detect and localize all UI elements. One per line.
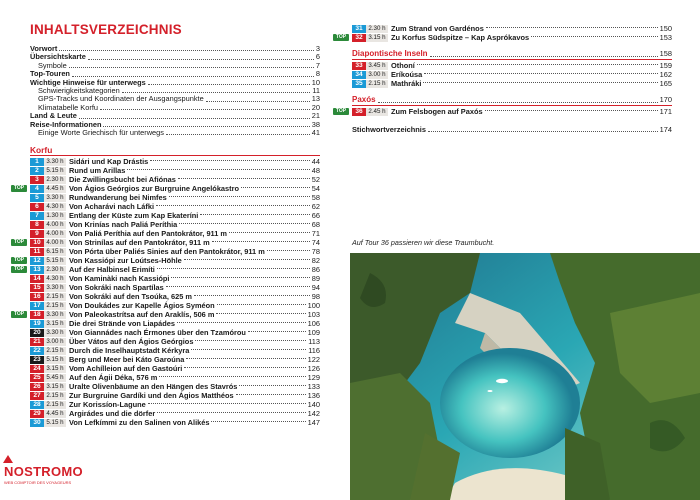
toc-page-number: 66 bbox=[311, 211, 320, 221]
leader-dots bbox=[236, 394, 306, 395]
tour-number-badge: 25 bbox=[30, 374, 44, 382]
toc-page-number: 10 bbox=[311, 77, 320, 87]
toc-page-number: 94 bbox=[311, 283, 320, 293]
page-title: INHALTSVERZEICHNIS bbox=[30, 22, 182, 37]
tour-number-badge: 33 bbox=[352, 62, 366, 70]
tour-number-badge: 30 bbox=[30, 419, 44, 427]
tour-title: Zum Strand von Gardénos bbox=[391, 24, 484, 33]
tour-title: Eríkoúsa bbox=[391, 70, 423, 79]
leader-dots bbox=[150, 160, 310, 161]
tour-duration: 3.15 h bbox=[44, 320, 66, 328]
toc-page-number: 41 bbox=[311, 127, 320, 137]
toc-page-number: 158 bbox=[659, 49, 672, 58]
tour-entry[interactable] bbox=[335, 107, 672, 116]
tour-number-badge: 1 bbox=[30, 158, 44, 166]
tour-entry[interactable] bbox=[30, 166, 320, 175]
leader-dots bbox=[191, 349, 306, 350]
tour-duration: 2.30 h bbox=[366, 25, 388, 33]
tour-duration: 6.15 h bbox=[44, 248, 66, 256]
region-rule bbox=[30, 155, 320, 156]
leader-dots bbox=[417, 64, 658, 65]
tour-title: Die drei Strände von Liapádes bbox=[69, 319, 175, 329]
region-heading-korfu: Korfu bbox=[30, 145, 53, 156]
toc-page-number: 8 bbox=[315, 69, 320, 79]
tour-duration: 4.30 h bbox=[44, 275, 66, 283]
top-badge: TOP bbox=[11, 185, 27, 192]
tour-duration: 2.15 h bbox=[44, 293, 66, 301]
tour-duration: 2.15 h bbox=[366, 80, 388, 88]
toc-page-number: 6 bbox=[315, 52, 320, 62]
toc-entry-label: Top-Touren bbox=[30, 69, 70, 79]
leader-dots bbox=[486, 27, 658, 28]
tour-duration: 3.00 h bbox=[366, 71, 388, 79]
tour-title: Entlang der Küste zum Kap Ekateríni bbox=[69, 211, 199, 221]
tour-title: Rund um Arillas bbox=[69, 166, 126, 176]
left-column bbox=[13, 22, 320, 428]
tour-number-badge: 31 bbox=[352, 25, 366, 33]
leader-dots bbox=[229, 232, 310, 233]
leader-dots bbox=[127, 169, 309, 170]
logo-icon bbox=[2, 454, 14, 464]
tour-entry[interactable] bbox=[30, 157, 320, 166]
tour-number-badge: 2 bbox=[30, 167, 44, 175]
tour-number-badge: 28 bbox=[30, 401, 44, 409]
leader-dots bbox=[171, 277, 309, 278]
tour-title: Von Ágios Geórgios zur Burgruine Angelókastro bbox=[69, 184, 239, 194]
tour-entry[interactable] bbox=[30, 283, 320, 292]
tour-entry[interactable] bbox=[30, 328, 320, 337]
toc-page-number: 68 bbox=[311, 220, 320, 230]
leader-dots bbox=[88, 59, 314, 60]
leader-dots bbox=[267, 250, 310, 251]
tour-duration: 5.15 h bbox=[44, 167, 66, 175]
tour-entry[interactable] bbox=[13, 265, 320, 275]
tour-duration: 5.45 h bbox=[44, 374, 66, 382]
tour-duration: 2.30 h bbox=[44, 176, 66, 184]
leader-dots bbox=[69, 67, 314, 68]
tour-number-badge: 20 bbox=[30, 329, 44, 337]
tour-entry[interactable] bbox=[30, 274, 320, 283]
tour-entry[interactable] bbox=[335, 33, 672, 42]
tour-title: Von Kassiópi zur Loútses-Höhle bbox=[69, 256, 182, 266]
logo-wordmark: NOSTROMO bbox=[4, 464, 83, 479]
tour-title: Othoní bbox=[391, 61, 415, 70]
toc-entry-label: GPS-Tracks und Koordinaten der Ausgangspunkte bbox=[38, 94, 204, 104]
tour-number-badge: 34 bbox=[352, 71, 366, 79]
tour-title: Uralte Olivenbäume an den Hängen des Stavrós bbox=[69, 382, 238, 392]
tour-title: Zur Korissíon-Lagune bbox=[69, 400, 146, 410]
tour-entry[interactable] bbox=[352, 79, 672, 88]
tour-duration: 4.45 h bbox=[44, 410, 66, 418]
tour-title: Berg und Meer bei Káto Garoúna bbox=[69, 355, 185, 365]
top-badge: TOP bbox=[11, 239, 27, 246]
tour-entry[interactable] bbox=[30, 337, 320, 346]
tour-duration: 2.15 h bbox=[44, 302, 66, 310]
tour-duration: 5.15 h bbox=[44, 356, 66, 364]
tour-entry[interactable] bbox=[30, 364, 320, 373]
toc-page-number: 165 bbox=[659, 79, 672, 88]
tour-number-badge: 19 bbox=[30, 320, 44, 328]
toc-entry-label: Einige Worte Griechisch für unterwegs bbox=[38, 127, 164, 137]
tour-number-badge: 36 bbox=[352, 108, 366, 116]
tour-number-badge: 23 bbox=[30, 356, 44, 364]
leader-dots bbox=[200, 214, 309, 215]
leader-dots bbox=[217, 304, 306, 305]
leader-dots bbox=[212, 241, 310, 242]
tour-number-badge: 21 bbox=[30, 338, 44, 346]
toc-entry-label: Land & Leute bbox=[30, 111, 77, 121]
toc-page-number: 71 bbox=[311, 229, 320, 239]
toc-page-number: 136 bbox=[307, 391, 320, 401]
tour-number-badge: 3 bbox=[30, 176, 44, 184]
leader-dots bbox=[424, 73, 657, 74]
toc-entry-label: Klimatabelle Korfu bbox=[38, 102, 98, 112]
tour-list-korfu-continued bbox=[335, 24, 672, 42]
tour-entry[interactable] bbox=[30, 391, 320, 400]
toc-page-number: 147 bbox=[307, 418, 320, 428]
region-heading-diapontische: Diapontische Inseln bbox=[352, 49, 428, 58]
toc-entry-label: Vorwort bbox=[30, 43, 58, 53]
tour-number-badge: 12 bbox=[30, 257, 44, 265]
tour-entry[interactable] bbox=[352, 61, 672, 70]
toc-page-number: 38 bbox=[311, 119, 320, 129]
tour-entry[interactable] bbox=[13, 238, 320, 248]
tour-entry[interactable] bbox=[30, 202, 320, 211]
leader-dots bbox=[184, 259, 310, 260]
tour-entry[interactable] bbox=[30, 346, 320, 355]
tour-number-badge: 6 bbox=[30, 203, 44, 211]
toc-page-number: 170 bbox=[659, 95, 672, 104]
toc-page-number: 150 bbox=[659, 24, 672, 33]
toc-entry-stichwort[interactable]: Stichwortverzeichnis 174 bbox=[352, 124, 672, 134]
toc-page-number: 58 bbox=[311, 193, 320, 203]
toc-page-number: 11 bbox=[312, 85, 320, 95]
tour-duration: 3.15 h bbox=[44, 365, 66, 373]
tour-entry[interactable] bbox=[30, 193, 320, 202]
leader-dots bbox=[178, 178, 310, 179]
tour-number-badge: 10 bbox=[30, 239, 44, 247]
toc-entry[interactable] bbox=[30, 53, 320, 61]
tour-duration: 5.15 h bbox=[44, 419, 66, 427]
tour-title: Sidári und Kap Drástis bbox=[69, 157, 149, 167]
tour-title: Zur Burgruine Gardíki und den Ágios Matthéos bbox=[69, 391, 234, 401]
toc-page-number: 21 bbox=[311, 111, 320, 121]
tour-number-badge: 24 bbox=[30, 365, 44, 373]
tour-entry[interactable] bbox=[30, 418, 320, 427]
toc-entry-label: Reise-Informationen bbox=[30, 119, 102, 129]
leader-dots bbox=[166, 134, 310, 135]
leader-dots bbox=[179, 223, 309, 224]
leader-dots bbox=[59, 50, 314, 51]
toc-entry-diapontische[interactable] bbox=[352, 49, 672, 59]
photo-caption: Auf Tour 36 passieren wir diese Traumbucht. bbox=[352, 238, 495, 247]
leader-dots bbox=[211, 421, 305, 422]
tour-number-badge: 26 bbox=[30, 383, 44, 391]
tour-title: Argirádes und die dörfer bbox=[69, 409, 156, 419]
tour-title: Rundwanderung bei Nimfes bbox=[69, 193, 167, 203]
tour-title: Von Giannádes nach Érmones über den Tzamórou bbox=[69, 328, 246, 338]
leader-dots bbox=[72, 76, 314, 77]
tour-title: Die Zwillingsbucht bei Afiónas bbox=[69, 175, 176, 185]
toc-entry[interactable] bbox=[30, 129, 320, 137]
tour-entry[interactable] bbox=[30, 355, 320, 364]
tour-number-badge: 13 bbox=[30, 266, 44, 274]
leader-dots bbox=[157, 412, 305, 413]
toc-page-number: 98 bbox=[311, 292, 320, 302]
tour-title: Mathráki bbox=[391, 79, 422, 88]
toc-page-number: 162 bbox=[659, 70, 672, 79]
tour-entry[interactable] bbox=[30, 211, 320, 220]
tour-number-badge: 18 bbox=[30, 311, 44, 319]
top-badge: TOP bbox=[11, 257, 27, 264]
tour-title: Von Lefkímmi zu den Salinen von Alikés bbox=[69, 418, 210, 428]
tour-number-badge: 4 bbox=[30, 185, 44, 193]
toc-page-number: 129 bbox=[307, 373, 320, 383]
tour-number-badge: 8 bbox=[30, 221, 44, 229]
toc-page-number: 100 bbox=[307, 301, 320, 311]
toc-page-number: 113 bbox=[308, 337, 320, 347]
leader-dots bbox=[194, 295, 310, 296]
toc-entry[interactable] bbox=[30, 62, 320, 70]
toc-page-number: 13 bbox=[311, 94, 320, 104]
toc-page-number: 20 bbox=[311, 102, 320, 112]
tour-title: Auf der Halbinsel Erimíti bbox=[69, 265, 155, 275]
tour-duration: 4.00 h bbox=[44, 230, 66, 238]
tour-entry[interactable] bbox=[30, 319, 320, 328]
tour-duration: 1.30 h bbox=[44, 212, 66, 220]
tour-number-badge: 15 bbox=[30, 284, 44, 292]
tour-number-badge: 32 bbox=[352, 34, 366, 42]
leader-dots bbox=[156, 205, 310, 206]
toc-page-number: 54 bbox=[311, 184, 320, 194]
leader-dots bbox=[531, 36, 658, 37]
region-heading-paxos: Paxós bbox=[352, 95, 376, 104]
leader-dots bbox=[122, 92, 311, 93]
tour-duration: 2.30 h bbox=[44, 266, 66, 274]
tour-duration: 4.30 h bbox=[44, 203, 66, 211]
tour-title: Von Krinías nach Paliá Períthia bbox=[69, 220, 178, 230]
tour-number-badge: 22 bbox=[30, 347, 44, 355]
toc-page-number: 3 bbox=[315, 43, 320, 53]
tour-list-korfu bbox=[13, 157, 320, 428]
tour-duration: 2.15 h bbox=[44, 401, 66, 409]
toc-page-number: 44 bbox=[311, 157, 320, 167]
leader-dots bbox=[206, 101, 310, 102]
top-badge: TOP bbox=[11, 266, 27, 273]
toc-entry-label: Wichtige Hinweise für unterwegs bbox=[30, 77, 146, 87]
tour-duration: 5.15 h bbox=[44, 257, 66, 265]
leader-dots bbox=[159, 376, 305, 377]
top-badge: TOP bbox=[333, 108, 349, 115]
tour-list-paxos bbox=[335, 107, 672, 116]
tour-number-badge: 35 bbox=[352, 80, 366, 88]
toc-entry-label: Schwierigkeitskategorien bbox=[38, 85, 120, 95]
toc-page-number: 171 bbox=[659, 107, 672, 116]
leader-dots bbox=[157, 268, 310, 269]
right-column bbox=[335, 24, 672, 134]
tour-title: Von Strinílas auf den Pantokrátor, 911 m bbox=[69, 238, 210, 248]
tour-title: Zum Felsbogen auf Paxós bbox=[391, 107, 483, 116]
toc-page-number: 78 bbox=[311, 247, 320, 257]
tour-entry[interactable] bbox=[13, 310, 320, 320]
leader-dots bbox=[148, 403, 306, 404]
toc-entry-label: Symbole bbox=[38, 60, 67, 70]
tour-title: Von Sokráki nach Spartílas bbox=[69, 283, 164, 293]
front-matter-list bbox=[30, 45, 320, 137]
tour-duration: 3.30 h bbox=[44, 311, 66, 319]
toc-page-number: 122 bbox=[307, 355, 320, 365]
tour-duration: 2.45 h bbox=[366, 108, 388, 116]
tour-title: Auf den Ágii Déka, 576 m bbox=[69, 373, 158, 383]
toc-page-number: 109 bbox=[307, 328, 320, 338]
tour-duration: 2.15 h bbox=[44, 347, 66, 355]
tour-title: Über Vátos auf den Ágios Geórgios bbox=[69, 337, 194, 347]
tour-number-badge: 11 bbox=[30, 248, 44, 256]
toc-page-number: 140 bbox=[307, 400, 320, 410]
tour-duration: 4.00 h bbox=[44, 221, 66, 229]
leader-dots bbox=[79, 118, 310, 119]
toc-page-number: 142 bbox=[307, 409, 320, 419]
tour-title: Von Paleokastrítsa auf den Araklís, 506 m bbox=[69, 310, 215, 320]
toc-page-number: 82 bbox=[311, 256, 320, 266]
leader-dots bbox=[169, 196, 310, 197]
toc-page-number: 159 bbox=[659, 61, 672, 70]
tour-duration: 3.00 h bbox=[44, 338, 66, 346]
tour-title: Zu Korfus Südspitze – Kap Asprókavos bbox=[391, 33, 530, 42]
leader-dots bbox=[166, 286, 310, 287]
tour-entry[interactable] bbox=[30, 373, 320, 382]
leader-dots bbox=[195, 340, 306, 341]
tour-duration: 3.45 h bbox=[366, 62, 388, 70]
leader-dots bbox=[186, 358, 305, 359]
tour-title: Durch die Inselhauptstadt Kérkyra bbox=[69, 346, 190, 356]
leader-dots bbox=[248, 331, 306, 332]
toc-page-number: 52 bbox=[311, 175, 320, 185]
tour-entry[interactable] bbox=[30, 400, 320, 409]
tour-title: Von Kaminàki nach Kassiópi bbox=[69, 274, 170, 284]
toc-page-number: 133 bbox=[307, 382, 320, 392]
publisher-logo bbox=[0, 452, 83, 496]
tour-entry[interactable] bbox=[30, 301, 320, 310]
tour-title: Von Pórta über Paliés Sinies auf den Pantokrátor, 911 m bbox=[69, 247, 265, 257]
tour-title: Von Doukádes zur Kapelle Ágios Syméon bbox=[69, 301, 215, 311]
tour-entry[interactable] bbox=[30, 409, 320, 418]
tour-number-badge: 16 bbox=[30, 293, 44, 301]
toc-page-number: 62 bbox=[311, 202, 320, 212]
toc-page-number: 153 bbox=[659, 33, 672, 42]
leader-dots bbox=[103, 126, 309, 127]
tour-number-badge: 17 bbox=[30, 302, 44, 310]
tour-duration: 3.30 h bbox=[44, 329, 66, 337]
tour-number-badge: 14 bbox=[30, 275, 44, 283]
tour-number-badge: 27 bbox=[30, 392, 44, 400]
tour-entry[interactable] bbox=[352, 24, 672, 33]
leader-dots bbox=[177, 322, 306, 323]
tour-entry[interactable] bbox=[30, 229, 320, 238]
tour-entry[interactable] bbox=[30, 220, 320, 229]
leader-dots bbox=[216, 313, 305, 314]
toc-page-number: 126 bbox=[307, 364, 320, 374]
tour-title: Von Acharávi nach Láfki bbox=[69, 202, 155, 212]
toc-page-number: 48 bbox=[311, 166, 320, 176]
tour-entry[interactable] bbox=[30, 382, 320, 391]
logo-tagline: WEB COMPTOIR DES VOYAGEURS bbox=[4, 480, 72, 485]
tour-title: Von Sokráki auf den Tsoúka, 625 m bbox=[69, 292, 192, 302]
toc-entry-label: Übersichtskarte bbox=[30, 52, 86, 62]
tour-number-badge: 29 bbox=[30, 410, 44, 418]
tour-number-badge: 9 bbox=[30, 230, 44, 238]
toc-entry-paxos[interactable] bbox=[352, 95, 672, 105]
tour-duration: 3.30 h bbox=[44, 194, 66, 202]
tour-duration: 3.15 h bbox=[366, 34, 388, 42]
top-badge: TOP bbox=[11, 311, 27, 318]
tour-number-badge: 5 bbox=[30, 194, 44, 202]
top-badge: TOP bbox=[333, 34, 349, 41]
tour-duration: 4.45 h bbox=[44, 185, 66, 193]
tour-duration: 3.30 h bbox=[44, 284, 66, 292]
tour-duration: 3.30 h bbox=[44, 158, 66, 166]
leader-dots bbox=[184, 367, 305, 368]
toc-page-number: 86 bbox=[311, 265, 320, 275]
toc-page-number: 74 bbox=[311, 238, 320, 248]
tour-entry[interactable] bbox=[352, 70, 672, 79]
tour-duration: 2.15 h bbox=[44, 392, 66, 400]
tour-entry[interactable] bbox=[13, 256, 320, 266]
tour-entry[interactable] bbox=[13, 184, 320, 194]
tour-duration: 4.00 h bbox=[44, 239, 66, 247]
tour-number-badge: 7 bbox=[30, 212, 44, 220]
leader-dots bbox=[239, 385, 305, 386]
tour-entry[interactable] bbox=[30, 247, 320, 256]
tour-entry[interactable] bbox=[30, 292, 320, 301]
toc-page-number: 89 bbox=[311, 274, 320, 284]
tour-title: Vom Achílleion auf den Gastoúri bbox=[69, 364, 183, 374]
toc-page-number: 116 bbox=[308, 346, 320, 356]
leader-dots bbox=[148, 84, 310, 85]
leader-dots bbox=[485, 110, 658, 111]
toc-page-number: 7 bbox=[315, 60, 320, 70]
tour-title: Von Paliá Períthia auf den Pantokrátor, 911 m bbox=[69, 229, 227, 239]
leader-dots bbox=[423, 82, 657, 83]
tour-entry[interactable] bbox=[30, 175, 320, 184]
bay-photo bbox=[350, 253, 700, 500]
leader-dots bbox=[100, 109, 310, 110]
toc-page-number: 103 bbox=[307, 310, 320, 320]
toc-page-number: 106 bbox=[307, 319, 320, 329]
tour-duration: 3.15 h bbox=[44, 383, 66, 391]
tour-list-diapontische bbox=[352, 61, 672, 88]
leader-dots bbox=[241, 187, 310, 188]
